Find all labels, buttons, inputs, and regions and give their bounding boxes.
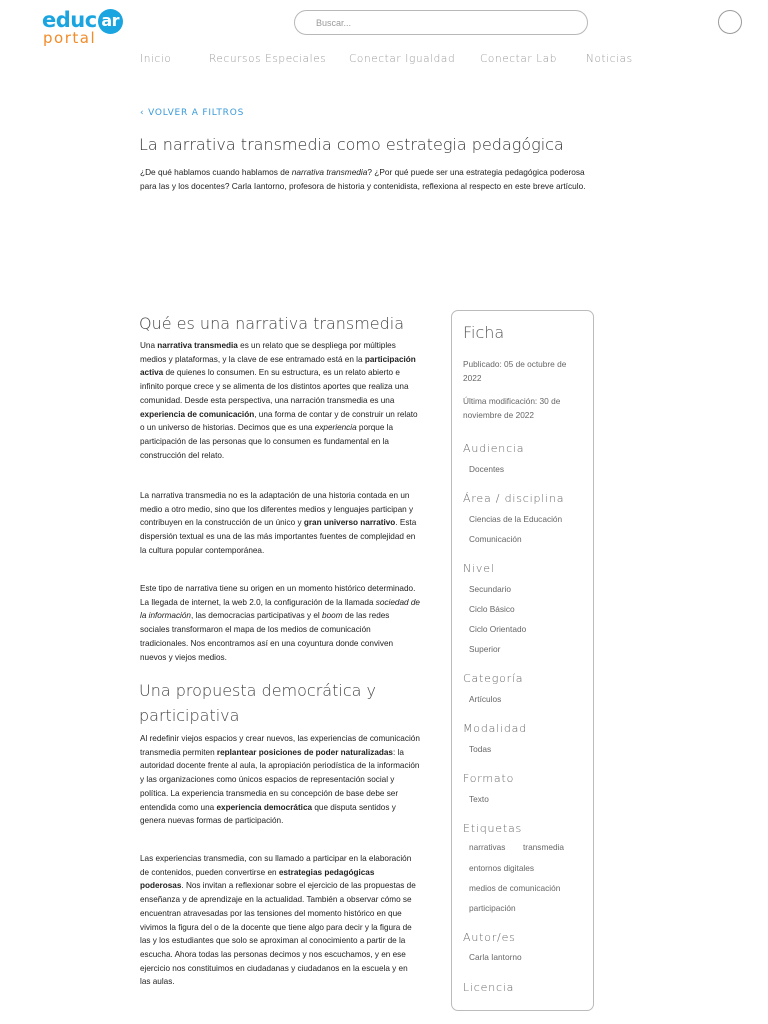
licencia-label: Licencia bbox=[463, 981, 515, 994]
autores-label: Autor/es bbox=[463, 931, 516, 944]
tag-item[interactable]: transmedia bbox=[523, 842, 565, 852]
nivel-item[interactable]: Ciclo Orientado bbox=[469, 624, 527, 634]
article-paragraph: Las experiencias transmedia, con su llamado a participar en la elaboración de contenidos, pueden convertirse en estrategias pedagógicas poderosas. Nos invitan a reflexionar sobre el ejercicio de las propuestas de enseñanza y de aprendizaje en la actualidad. También a observar cómo se encuentran atravesadas por las tensiones del momento histórico en que vivimos la figura del o de la docente que tiene algo para decir y la figura de las y los estudiantes que solo se aproximan al conocimiento a partir de la escucha. Ahora todas las personas decimos y nos escuchamos, y en ese ejercicio nos constituimos en ciudadanas y ciudadanos en la escuela y en las aulas. bbox=[140, 854, 416, 987]
tag-item[interactable]: narrativas bbox=[469, 842, 506, 852]
article-paragraph: Una narrativa transmedia es un relato que se despliega por múltiples medios y plataformas, y la clave de ese entramado está en la participación activa de quienes lo consumen. En su estructura, es un relato abierto e infinito porque crece y se alimenta de los distintos aportes que realiza una comunidad. Desde esta perspectiva, una narración transmedia es una experiencia de comunicación, una forma de contar y de construir un relato o un universo de historias. Decimos que es una experiencia porque la participación de las personas que lo consumen es fundamental en la construcción del relato. bbox=[140, 341, 418, 460]
ficha-card bbox=[451, 310, 594, 1011]
nivel-label: Nivel bbox=[463, 562, 495, 575]
logo-text-top: educ bbox=[42, 8, 97, 32]
nav-noticias[interactable]: Noticias bbox=[586, 53, 633, 65]
nav-inicio[interactable]: Inicio bbox=[140, 53, 172, 65]
modified-date: Última modificación: 30 de noviembre de 2022 bbox=[463, 396, 561, 420]
logo-badge: ar bbox=[98, 9, 123, 34]
etiquetas-label: Etiquetas bbox=[463, 822, 523, 835]
audiencia-label: Audiencia bbox=[463, 442, 525, 455]
logo-text-bottom: portal bbox=[43, 29, 97, 47]
article-lead: ¿De qué hablamos cuando hablamos de narrativa transmedia? ¿Por qué puede ser una estrategia pedagógica poderosa para las y los docentes? Carla Iantorno, profesora de historia y contenidista, reflexiona al respecto en este breve artículo. bbox=[140, 167, 586, 191]
nivel-item[interactable]: Superior bbox=[469, 644, 501, 654]
back-to-filters-link[interactable] bbox=[140, 108, 244, 118]
nav-conectar-lab[interactable]: Conectar Lab bbox=[480, 53, 557, 65]
tag-item[interactable]: medios de comunicación bbox=[469, 883, 561, 893]
tag-item[interactable]: entornos digitales bbox=[469, 863, 535, 873]
educar-portal-logo[interactable] bbox=[42, 8, 132, 48]
article-paragraph: La narrativa transmedia no es la adaptación de una historia contada en un medio a otro medio, sino que los diferentes medios y lenguajes participan y contribuyen en la construcción de un único y gran universo narrativo. Esta dispersión textual es una de las más importantes fuentes de complejidad en la cultura popular contemporánea. bbox=[140, 491, 417, 555]
section-heading-propuesta: Una propuesta democrática y participativa bbox=[139, 681, 376, 725]
nivel-item[interactable]: Ciclo Básico bbox=[469, 604, 515, 614]
ficha-title: Ficha bbox=[463, 323, 505, 342]
formato-label: Formato bbox=[463, 772, 515, 785]
autor-item[interactable]: Carla Iantorno bbox=[469, 952, 522, 962]
published-date: Publicado: 05 de octubre de 2022 bbox=[463, 359, 567, 383]
article-paragraph: Al redefinir viejos espacios y crear nuevos, las experiencias de comunicación transmedia permiten replantear posiciones de poder naturalizadas: la autoridad docente frente al aula, la apropiación periodística de la información y las organizaciones como únicos espacios de representación social y política. La experiencia transmedia en su concepción de base debe ser entendida como una experiencia democrática que disputa sentidos y genera nuevas formas de participación. bbox=[140, 734, 420, 826]
area-label: Área / disciplina bbox=[463, 492, 565, 505]
nav-conectar-igualdad[interactable]: Conectar Igualdad bbox=[349, 53, 456, 65]
user-avatar-button[interactable] bbox=[718, 10, 742, 34]
modalidad-label: Modalidad bbox=[463, 722, 527, 735]
area-item[interactable]: Comunicación bbox=[469, 534, 522, 544]
chevron-left-icon: ‹ bbox=[140, 108, 149, 118]
section-heading-que-es: Qué es una narrativa transmedia bbox=[139, 314, 405, 333]
audiencia-item[interactable]: Docentes bbox=[469, 464, 505, 474]
article-paragraph: Este tipo de narrativa tiene su origen en un momento histórico determinado. La llegada de internet, la web 2.0, la configuración de la llamada sociedad de la información, las democracias participativas y el boom de las redes sociales transformaron el mapa de los medios de comunicación tradicionales. Nos encontramos así en una coyuntura donde conviven nuevos y viejos medios. bbox=[140, 584, 420, 662]
search-input[interactable] bbox=[316, 15, 571, 31]
categoria-label: Categoría bbox=[463, 672, 524, 685]
nav-recursos-especiales[interactable]: Recursos Especiales bbox=[209, 53, 327, 65]
categoria-item[interactable]: Artículos bbox=[469, 694, 502, 704]
nivel-item[interactable]: Secundario bbox=[469, 584, 511, 594]
back-link-label: VOLVER A FILTROS bbox=[148, 108, 245, 118]
page-title: La narrativa transmedia como estrategia pedagógica bbox=[139, 135, 564, 154]
search-bar[interactable] bbox=[294, 10, 588, 35]
modalidad-item[interactable]: Todas bbox=[469, 744, 492, 754]
area-item[interactable]: Ciencias de la Educación bbox=[469, 514, 563, 524]
tag-item[interactable]: participación bbox=[469, 903, 516, 913]
formato-item[interactable]: Texto bbox=[469, 794, 489, 804]
